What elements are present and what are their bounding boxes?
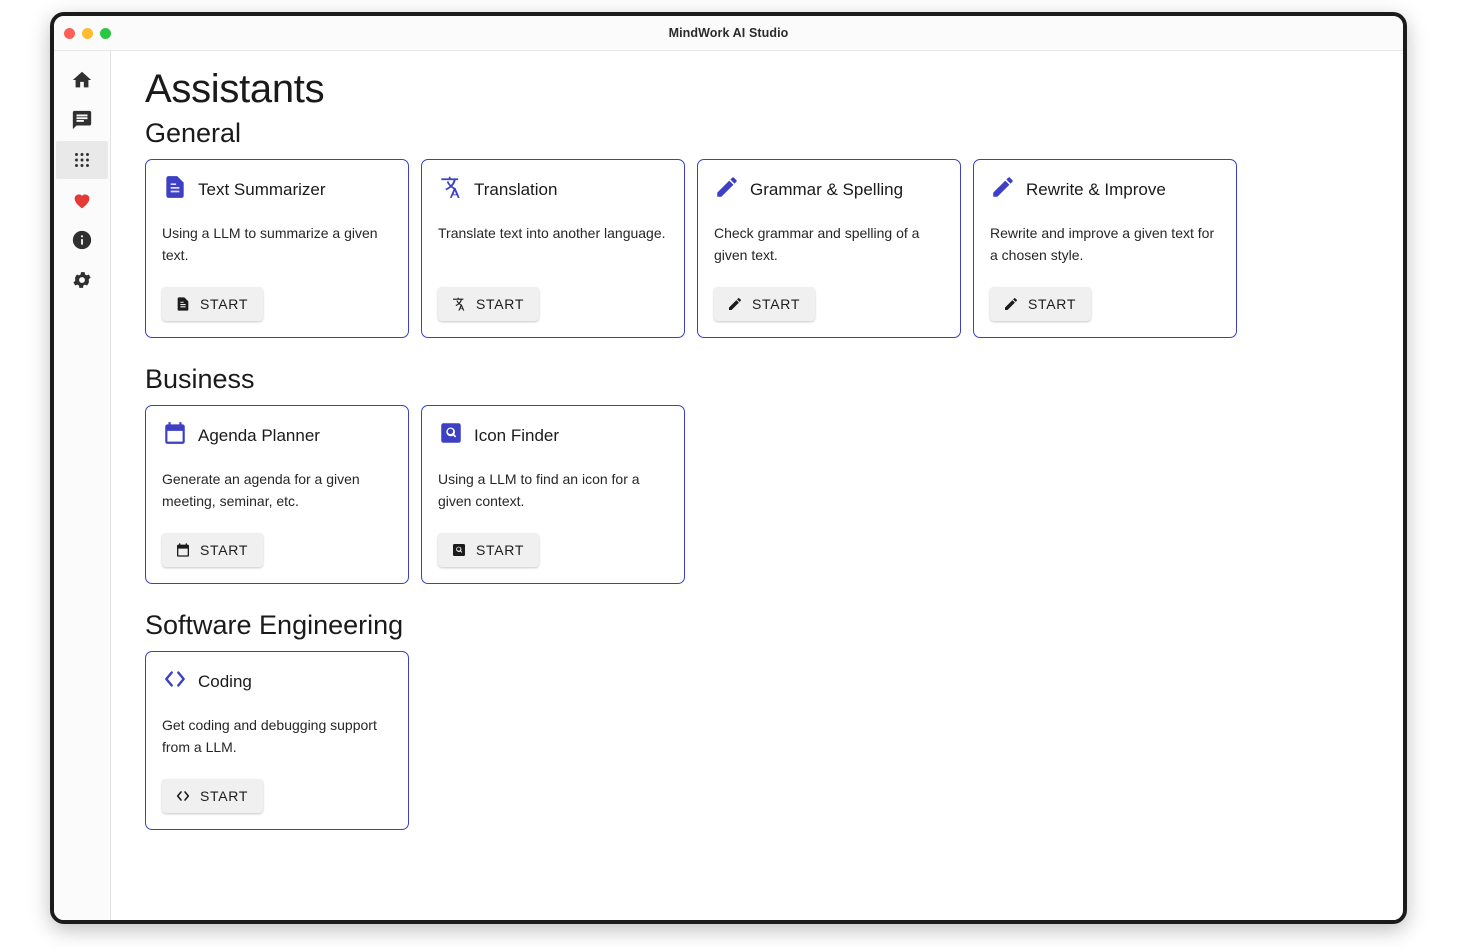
translate-icon bbox=[438, 174, 464, 205]
card-description: Translate text into another language. bbox=[438, 225, 666, 241]
body-area bbox=[54, 51, 1403, 921]
card-title: Agenda Planner bbox=[198, 425, 320, 445]
sidebar-item-chat[interactable] bbox=[56, 101, 108, 139]
card-description: Using a LLM to find an icon for a given context. bbox=[438, 471, 640, 509]
document-text-icon bbox=[175, 296, 191, 312]
start-button-label: START bbox=[200, 296, 249, 312]
start-button-label: START bbox=[476, 542, 525, 558]
start-button-label: START bbox=[200, 788, 249, 804]
image-search-icon bbox=[438, 420, 464, 451]
card-description: Using a LLM to summarize a given text. bbox=[162, 225, 378, 263]
app-window bbox=[50, 12, 1407, 924]
card-header bbox=[990, 174, 1220, 205]
start-button-agenda-planner[interactable] bbox=[162, 533, 263, 567]
start-button-rewrite-improve[interactable] bbox=[990, 287, 1091, 321]
card-header bbox=[162, 666, 392, 697]
start-button-label: START bbox=[200, 542, 249, 558]
info-icon bbox=[71, 229, 93, 251]
card-title: Coding bbox=[198, 671, 252, 691]
start-button-text-summarizer[interactable] bbox=[162, 287, 263, 321]
card-description: Check grammar and spelling of a given text. bbox=[714, 225, 920, 263]
card-row-business bbox=[145, 405, 1403, 584]
sidebar-item-home[interactable] bbox=[56, 61, 108, 99]
sidebar-item-about[interactable] bbox=[56, 221, 108, 259]
section-title-software-engineering: Software Engineering bbox=[145, 610, 404, 640]
home-icon bbox=[71, 69, 93, 91]
pencil-icon bbox=[1003, 296, 1019, 312]
pencil-icon bbox=[714, 174, 740, 205]
page-title: Assistants bbox=[145, 67, 325, 111]
code-brackets-icon bbox=[162, 666, 188, 697]
card-header bbox=[162, 174, 392, 205]
card-title: Rewrite & Improve bbox=[1026, 179, 1166, 199]
start-button-label: START bbox=[476, 296, 525, 312]
main-content bbox=[111, 51, 1403, 921]
assistant-card-translation[interactable] bbox=[421, 159, 685, 338]
calendar-icon bbox=[175, 542, 191, 558]
card-header bbox=[714, 174, 944, 205]
chat-icon bbox=[71, 109, 93, 131]
start-button-grammar-spelling[interactable] bbox=[714, 287, 815, 321]
pencil-icon bbox=[727, 296, 743, 312]
assistant-card-coding[interactable] bbox=[145, 651, 409, 830]
traffic-lights bbox=[64, 16, 111, 50]
calendar-icon bbox=[162, 420, 188, 451]
minimize-window-button[interactable] bbox=[82, 28, 93, 39]
start-button-coding[interactable] bbox=[162, 779, 263, 813]
gear-icon bbox=[71, 269, 93, 291]
card-header bbox=[438, 174, 668, 205]
start-button-label: START bbox=[752, 296, 801, 312]
assistant-card-agenda-planner[interactable] bbox=[145, 405, 409, 584]
card-description: Get coding and debugging support from a LLM. bbox=[162, 717, 377, 755]
assistant-card-grammar-spelling[interactable] bbox=[697, 159, 961, 338]
window-title: MindWork AI Studio bbox=[668, 26, 789, 40]
start-button-translation[interactable] bbox=[438, 287, 539, 321]
start-button-icon-finder[interactable] bbox=[438, 533, 539, 567]
zoom-window-button[interactable] bbox=[100, 28, 111, 39]
card-title: Text Summarizer bbox=[198, 179, 326, 199]
card-row-software-engineering bbox=[145, 651, 1403, 830]
card-description: Rewrite and improve a given text for a chosen style. bbox=[990, 225, 1215, 263]
assistant-card-icon-finder[interactable] bbox=[421, 405, 685, 584]
document-text-icon bbox=[162, 174, 188, 205]
section-title-general: General bbox=[145, 118, 242, 148]
assistant-card-text-summarizer[interactable] bbox=[145, 159, 409, 338]
card-title: Translation bbox=[474, 179, 558, 199]
pencil-icon bbox=[990, 174, 1016, 205]
grid-apps-icon bbox=[71, 149, 93, 171]
card-title: Icon Finder bbox=[474, 425, 560, 445]
card-description: Generate an agenda for a given meeting, seminar, etc. bbox=[162, 471, 360, 509]
start-button-label: START bbox=[1028, 296, 1077, 312]
card-header bbox=[438, 420, 668, 451]
section-title-business: Business bbox=[145, 364, 255, 394]
sidebar bbox=[54, 51, 111, 921]
assistant-card-rewrite-improve[interactable] bbox=[973, 159, 1237, 338]
sidebar-item-assistants[interactable] bbox=[56, 141, 108, 179]
translate-icon bbox=[451, 296, 467, 312]
image-search-icon bbox=[451, 542, 467, 558]
card-row-general bbox=[145, 159, 1403, 338]
sidebar-item-settings[interactable] bbox=[56, 261, 108, 299]
sidebar-item-supporters[interactable] bbox=[56, 181, 108, 219]
code-brackets-icon bbox=[175, 788, 191, 804]
heart-icon bbox=[71, 189, 93, 211]
card-title: Grammar & Spelling bbox=[750, 179, 904, 199]
title-bar bbox=[54, 16, 1403, 51]
close-window-button[interactable] bbox=[64, 28, 75, 39]
card-header bbox=[162, 420, 392, 451]
